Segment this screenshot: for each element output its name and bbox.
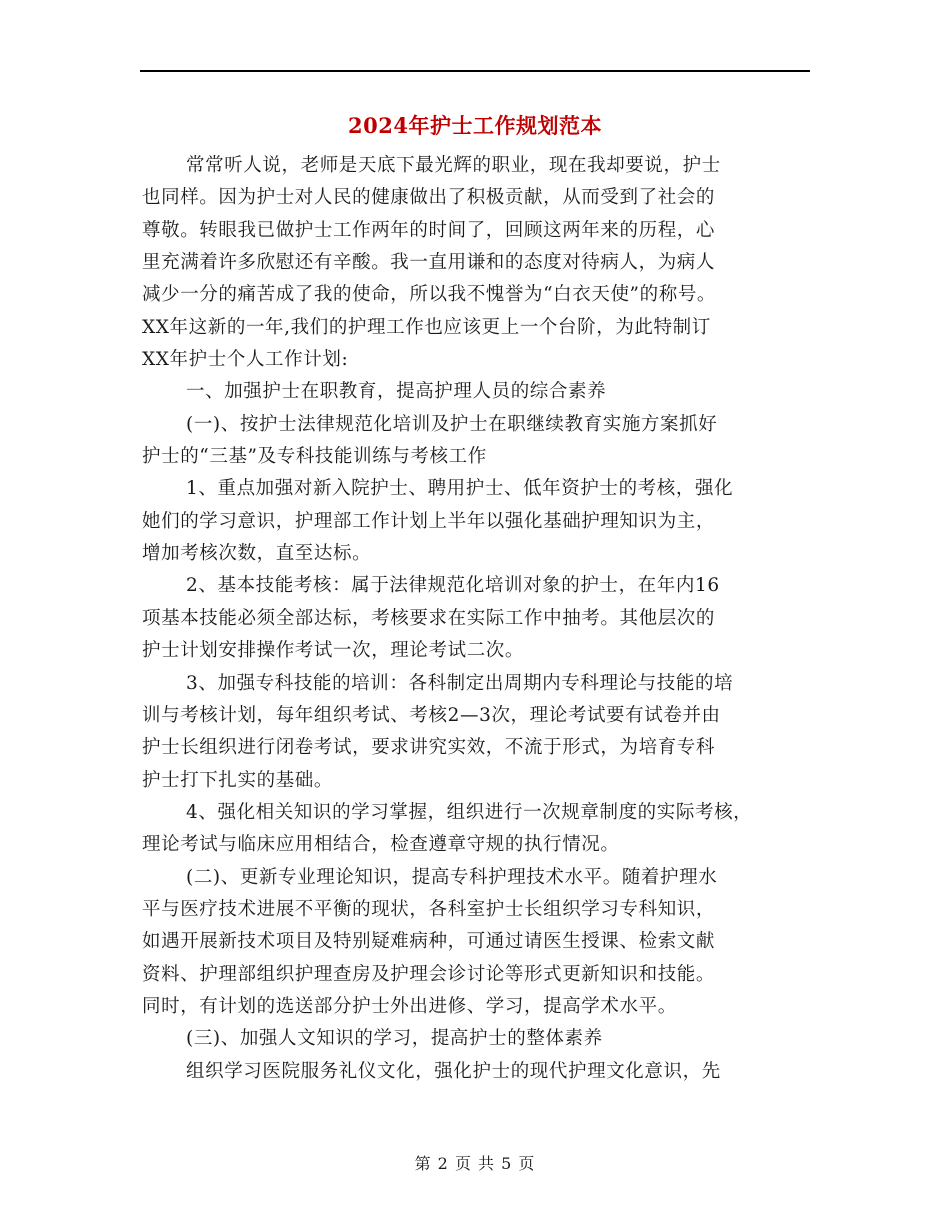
text-line: 护士打下扎实的基础。 bbox=[142, 769, 334, 791]
subsection-heading: (二)、更新专业理论知识，提高专科护理技术水平。随着护理水 bbox=[186, 866, 718, 888]
header-rule bbox=[140, 70, 810, 72]
text-line: 减少一分的痛苦成了我的使命，所以我不愧誉为“白衣天使”的称号。 bbox=[142, 284, 717, 306]
page-number: 第 2 页 共 5 页 bbox=[414, 1154, 536, 1173]
text-line: 资料、护理部组织护理查房及护理会诊讨论等形式更新知识和技能。 bbox=[142, 963, 716, 985]
text-line: 也同样。因为护士对人民的健康做出了积极贡献，从而受到了社会的 bbox=[142, 187, 716, 209]
text-line: 常常听人说，老师是天底下最光辉的职业，现在我却要说，护士 bbox=[186, 155, 721, 176]
document-body bbox=[142, 150, 814, 1088]
list-item: 1、重点加强对新入院护士、聘用护士、低年资护士的考核，强化 bbox=[186, 478, 734, 500]
subsection-heading: (三)、加强人文知识的学习，提高护士的整体素养 bbox=[186, 1028, 603, 1050]
text-line: XX年这新的一年,我们的护理工作也应该更上一个台阶，为此特制订 bbox=[142, 316, 711, 338]
text-line: 护士长组织进行闭卷考试，要求讲究实效，不流于形式，为培育专科 bbox=[142, 737, 716, 759]
text-line: 如遇开展新技术项目及特别疑难病种，可通过请医生授课、检索文献 bbox=[142, 931, 716, 953]
text-line: 护士计划安排操作考试一次，理论考试二次。 bbox=[142, 640, 525, 662]
text-line: 护士的“三基”及专科技能训练与考核工作 bbox=[142, 446, 487, 468]
text-line: 理论考试与临床应用相结合，检查遵章守规的执行情况。 bbox=[142, 834, 620, 856]
section-heading: 一、加强护士在职教育，提高护理人员的综合素养 bbox=[186, 381, 607, 403]
document-title: 2024年护士工作规划范本 bbox=[348, 113, 602, 138]
text-line: 平与医疗技术进展不平衡的现状，各科室护士长组织学习专科知识， bbox=[142, 898, 716, 920]
text-line: 尊敬。转眼我已做护士工作两年的时间了，回顾这两年来的历程，心 bbox=[142, 219, 716, 241]
text-line: 里充满着许多欣慰还有辛酸。我一直用谦和的态度对待病人，为病人 bbox=[142, 252, 716, 274]
text-line: 她们的学习意识，护理部工作计划上半年以强化基础护理知识为主， bbox=[142, 510, 716, 532]
text-line: 组织学习医院服务礼仪文化，强化护士的现代护理文化意识，先 bbox=[186, 1060, 721, 1082]
list-item: 2、基本技能考核：属于法律规范化培训对象的护士，在年内16 bbox=[186, 575, 720, 597]
text-line: 项基本技能必须全部达标，考核要求在实际工作中抽考。其他层次的 bbox=[142, 607, 716, 629]
list-item: 3、加强专科技能的培训：各科制定出周期内专科理论与技能的培 bbox=[186, 672, 734, 694]
text-line: XX年护士个人工作计划: bbox=[142, 349, 349, 371]
text-line: 训与考核计划，每年组织考试、考核2—3次，理论考试要有试卷并由 bbox=[142, 704, 721, 726]
subsection-heading: (一)、按护士法律规范化培训及护士在职继续教育实施方案抓好 bbox=[186, 413, 718, 435]
text-line: 增加考核次数，直至达标。 bbox=[142, 543, 372, 565]
text-line: 同时，有计划的选送部分护士外出进修、学习，提高学术水平。 bbox=[142, 995, 677, 1017]
list-item: 4、强化相关知识的学习掌握，组织进行一次规章制度的实际考核， bbox=[186, 801, 753, 823]
